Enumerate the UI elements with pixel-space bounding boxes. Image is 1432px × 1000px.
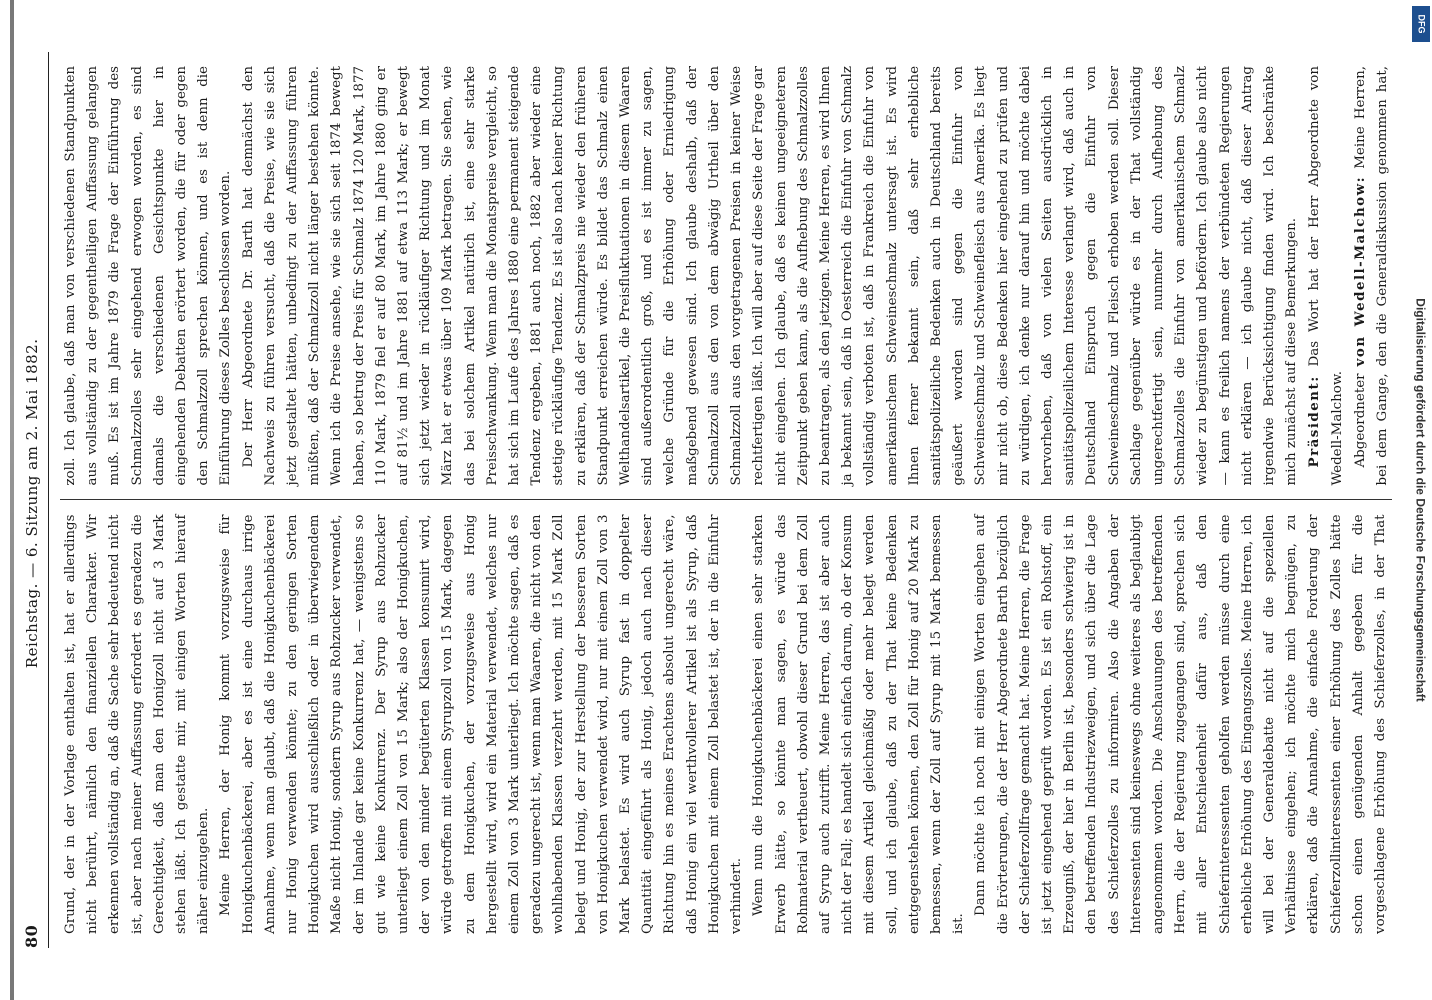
dfg-logo bbox=[1412, 6, 1430, 42]
right-column bbox=[60, 52, 1392, 501]
speaker-paragraph bbox=[1349, 66, 1392, 486]
speech-text: Das Wort hat der Herr Abgeordnete von Wedell-Malchow. bbox=[1307, 66, 1345, 486]
text-columns bbox=[60, 52, 1392, 948]
page-header bbox=[22, 52, 49, 948]
paragraph: Meine Herren, der Honig kommt vorzugsweise für Honigkuchenbäckerei, aber es ist eine durchaus irrige Annahme, wenn man glaubt, daß die Honigkuchenbäckerei nur Honig verwenden könnte; zu den geringen Sorten Honigkuchen wird ausschließlich oder in überwiegendem Maße nicht Honig, sondern Syrup aus Rohzucker verwendet, der im Inlande gar keine Konkurrenz hat, — wenigstens so gut wie keine Konkurrenz. Der Syrup aus Rohzucker unterliegt einem Zoll von 15 Mark; also der Honigkuchen, der von den minder begüterten Klassen konsumirt wird, würde getroffen mit einem Syrupzoll von 15 Mark, dagegen zu dem Honigkuchen, der vorzugsweise aus Honig hergestellt wird, wird ein Material verwendet, welches nur einem Zoll von 3 Mark unterliegt. Ich möchte sagen, daß es geradezu ungerecht ist, wenn man Waaren, die nicht von den wohlhabenden Klassen verzehrt werden, mit 15 Mark Zoll belegt und Honig, der zur Herstellung der besseren Sorten von Honigkuchen verwendet wird, nur mit einem Zoll von 3 Mark belastet. Es wird auch Syrup fast in doppelter Quantität eingeführt als Honig, jedoch auch nach dieser Richtung hin es meines Erachtens absolut ungerecht wäre, daß Honig ein viel werthvollerer Artikel ist als Syrup, daß Honigkuchen mit einem Zoll belastet ist, der in die Einfuhr verhindert. bbox=[218, 514, 745, 934]
page-number: 80 bbox=[22, 924, 41, 948]
dfg-logo-text: DFG bbox=[1416, 14, 1426, 34]
paragraph: Dann möchte ich noch mit einigen Worten eingehen auf die Erörterungen, die der Herr Abgeordnete Barth bezüglich der Schieferzollfrage gemacht hat. Meine Herren, die Frage ist jetzt eingehend geprüft worden. Es ist ein Rohstoff, ein Erzeugniß, der hier in Berlin ist, besonders schwierig ist in den betreffenden Industriezweigen, und sich über die Lage des Schieferzolles zu informiren. Also die Angaben der Interessenten sind keineswegs ohne weiteres als beglaubigt angenommen worden. Die Anschauungen des betreffenden Herrn, die der Regierung zugegangen sind, sprechen sich mit aller Entschiedenheit dafür aus, daß den Schieferinteressenten geholfen werden müsse durch eine erhebliche Erhöhung des Eingangszolles. Meine Herren, ich will bei der Generaldebatte nicht auf die speziellen Verhältnisse eingehen; ich möchte mich begnügen, zu erklären, daß die Annahme, die einfache Forderung der Schieferzollinteressenten einer Erhöhung des Zolles hätte schon einen genügenden Anhalt gegeben für die vorgeschlagene Erhöhung des Schieferzolles, in der That bbox=[973, 514, 1388, 934]
paragraph: zoll. Ich glaube, daß man von verschiedenen Standpunkten aus vollständig zu der gegentheiligen Auffassung gelangen muß. Es ist im Jahre 1879 die Frage der Einführung des Schmalzzolles sehr eingehend erwogen worden, es sind damals die verschiedenen Gesichtspunkte hier in eingehenden Debatten erörtert worden, die für oder gegen den Schmalzzoll sprechen können, und es ist denn die Einführung dieses Zolles beschlossen worden. bbox=[63, 66, 234, 486]
paragraph: Wenn nun die Honigkuchenbäckerei einen sehr starken Erwerb hätte, so könnte man sagen, es würde das Rohmaterial vertheuert, obwohl dieser Grund bei dem Zoll auf Syrup auch zutrifft. Meine Herren, das ist aber auch nicht der Fall; es handelt sich einfach darum, ob der Konsum mit diesem Artikel gleichmäßig oder mehr belegt werden soll, und ich glaube, daß zu der That keine Bedenken entgegenstehen können, den Zoll für Honig auf 20 Mark zu bemessen, wenn der Zoll auf Syrup mit 15 Mark bemessen ist. bbox=[751, 514, 967, 934]
left-column bbox=[60, 501, 1392, 949]
speaker-intro: Abgeordneter bbox=[1352, 373, 1368, 468]
digitization-watermark bbox=[1410, 0, 1432, 1000]
paragraph: Grund, der in der Vorlage enthalten ist, hat er allerdings nicht berührt, nämlich den finanziellen Charakter. Wir erkennen vollständig an, daß die Sache sehr bedeutend nicht ist, aber nach meiner Auffassung erfordert es geradezu die Gerechtigkeit, daß man den Honigzoll nicht auf 3 Mark stehen läßt. Ich gestatte mir, mit einigen Worten hierauf näher einzugehen. bbox=[63, 514, 212, 934]
speaker-label: von Wedell-Malchow: bbox=[1351, 175, 1368, 367]
speech-text: Meine Herren, bei dem Gange, den die Generaldiskussion genommen hat, bbox=[1352, 66, 1390, 486]
paragraph: Der Herr Abgeordnete Dr. Barth hat demnächst den Nachweis zu führen versucht, daß die Preise, wie sie sich jetzt gestaltet hätten, unbedingt zu der Auffassung führen müßten, daß der Schmalzzoll nicht länger bestehen könnte. Wenn ich die Preise ansehe, wie sie sich seit 1874 bewegt haben, so betrug der Preis für Schmalz 1874 120 Mark, 1877 110 Mark, 1879 fiel er auf 80 Mark, im Jahre 1880 ging er auf 81½ und im Jahre 1881 auf etwa 113 Mark; er bewegt sich jetzt wieder in rückläufiger Richtung und im Monat März hat er etwas über 109 Mark betragen. Sie sehen, wie das bei solchem Artikel natürlich ist, eine sehr starke Preisschwankung. Wenn man die Monatspreise vergleicht, so hat sich im Laufe des Jahres 1880 eine permanent steigende Tendenz ergeben, 1881 auch noch, 1882 aber wieder eine stetige rückläufige Tendenz. Es ist also nach keiner Richtung zu erklären, daß der Schmalzpreis nie wieder den früheren Standpunkt erreichen würde. Es bildet das Schmalz einen Welthandelsartikel, die Preisfluktuationen in diesem Waaren sind außerordentlich groß, und es ist immer zu sagen, welche Gründe für die Erhöhung oder Erniedrigung maßgebend gewesen sind. Ich glaube deshalb, daß der Schmalzzoll aus den von dem abwägig Urtheil über den Schmalzzoll aus den vorgetragenen Preisen in keiner Weise rechtfertigen läßt. Ich will aber auf diese Seite der Frage gar nicht eingehen. Ich glaube, daß es keinen ungeeigneteren Zeitpunkt geben kann, als die Aufhebung des Schmalzzolles zu beantragen, als den jetzigen. Meine Herren, es wird Ihnen ja bekannt sein, daß in Oesterreich die Einfuhr von Schmalz vollständig verboten ist, daß in Frankreich die Einfuhr von amerikanischem Schweineschmalz untersagt ist. Es wird Ihnen ferner bekannt sein, daß sehr erhebliche sanitätspolizeiliche Bedenken auch in Deutschland bereits geäußert worden sind gegen die Einfuhr von Schweineschmalz und Schweinefleisch aus Amerika. Es liegt mir nicht ob, diese Bedenken hier eingehend zu prüfen und zu würdigen, ich denke nur darauf hin und möchte dabei hervorheben, daß von vielen Seiten ausdrücklich in sanitätspolizeilichem Interesse verlangt wird, daß auch in Deutschland Einspruch gegen die Einfuhr von Schweineschmalz und Fleisch erhoben werden soll. Dieser Sachlage gegenüber würde es in der That vollständig ungerechtfertigt sein, nunmehr durch Aufhebung des Schmalzzolles die Einfuhr von amerikanischem Schmalz wieder zu begünstigen und befördern. Ich glaube also nicht — kann es freilich namens der verbündeten Regierungen nicht erklären — ich glaube nicht, daß dieser Antrag irgendwie Berücksichtigung finden wird. Ich beschränke mich zunächst auf diese Bemerkungen. bbox=[240, 66, 1300, 486]
speaker-label: Präsident: bbox=[1306, 375, 1323, 468]
running-title: Reichstag. — 6. Sitzung am 2. Mai 1882. bbox=[23, 338, 41, 669]
watermark-text: Digitalisierung gefördert durch die Deutsche Forschungsgemeinschaft bbox=[1414, 298, 1428, 702]
speaker-paragraph bbox=[1303, 66, 1348, 486]
